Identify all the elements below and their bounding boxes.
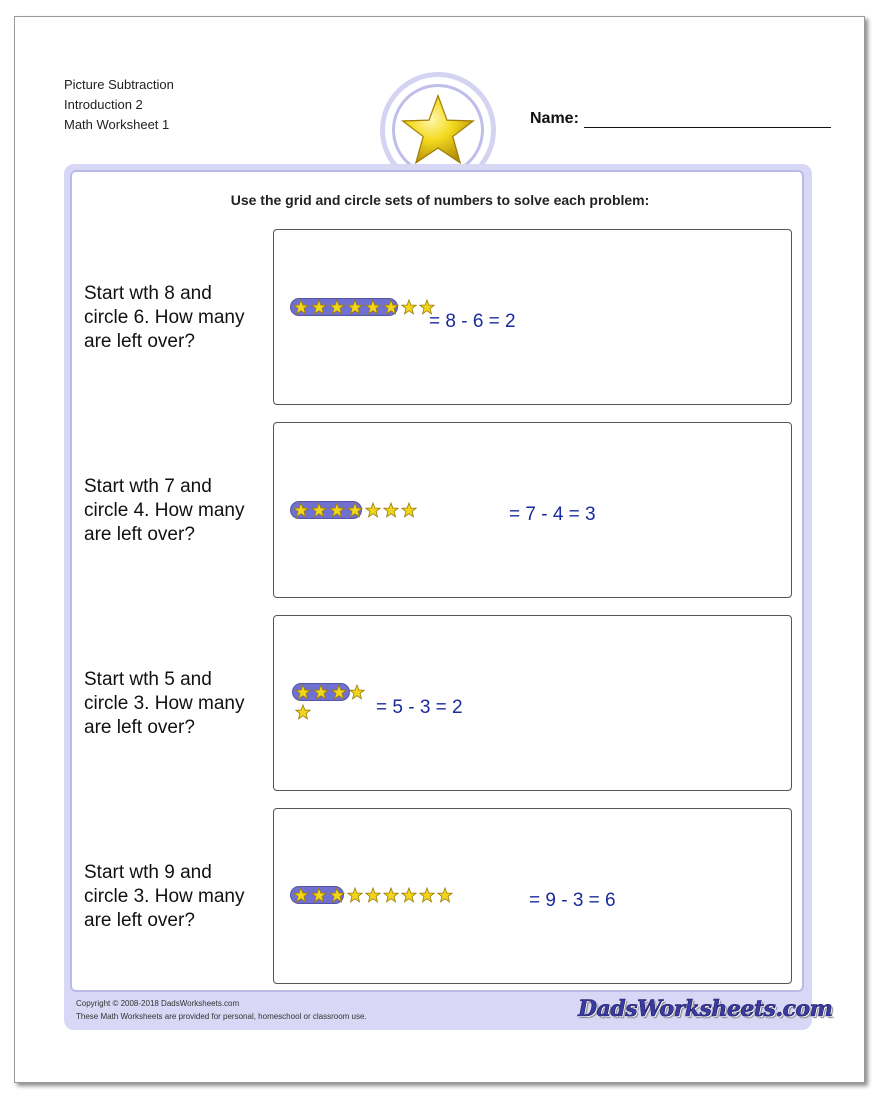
answer-text: = 8 - 6 = 2: [429, 311, 516, 332]
instructions: Use the grid and circle sets of numbers to solve each problem:: [230, 192, 650, 208]
worksheet-title-line-2: Introduction 2: [64, 97, 143, 112]
answer-text: = 5 - 3 = 2: [376, 697, 463, 718]
worksheet-title-line-1: Picture Subtraction: [64, 77, 174, 92]
star-icon: [401, 887, 417, 908]
circled-star-icon: [311, 299, 327, 320]
circled-star-icon: [313, 684, 329, 705]
star-icon: [401, 299, 417, 320]
worksheet-title-line-3: Math Worksheet 1: [64, 117, 170, 132]
circled-star-icon: [365, 299, 381, 320]
question-text: are left over?: [84, 524, 195, 545]
circled-star-icon: [347, 502, 363, 523]
star-icon: [347, 887, 363, 908]
circled-star-icon: [293, 887, 309, 908]
circled-star-icon: [293, 502, 309, 523]
question-text: circle 4. How many: [84, 500, 245, 521]
question-text: are left over?: [84, 910, 195, 931]
name-field[interactable]: [584, 127, 831, 128]
circled-star-icon: [311, 502, 327, 523]
question-text: Start wth 7 and: [84, 476, 212, 497]
question-text: Start wth 8 and: [84, 283, 212, 304]
circled-star-icon: [347, 299, 363, 320]
copyright-text: Copyright © 2008-2018 DadsWorksheets.com: [76, 999, 240, 1008]
circled-star-icon: [383, 299, 399, 320]
question-text: circle 3. How many: [84, 886, 245, 907]
circled-star-icon: [293, 299, 309, 320]
star-icon: [383, 502, 399, 523]
question-text: are left over?: [84, 717, 195, 738]
question-text: circle 6. How many: [84, 307, 245, 328]
star-icon: [437, 887, 453, 908]
star-icon: [295, 704, 311, 725]
question-text: are left over?: [84, 331, 195, 352]
usage-note: These Math Worksheets are provided for personal, homeschool or classroom use.: [76, 1012, 367, 1021]
question-text: Start wth 9 and: [84, 862, 212, 883]
circled-star-icon: [311, 887, 327, 908]
circled-star-icon: [329, 299, 345, 320]
name-label: Name:: [530, 110, 579, 127]
circled-star-icon: [329, 887, 345, 908]
answer-text: = 9 - 3 = 6: [529, 890, 616, 911]
question-text: circle 3. How many: [84, 693, 245, 714]
star-icon: [349, 684, 365, 705]
circled-star-icon: [329, 502, 345, 523]
question-text: Start wth 5 and: [84, 669, 212, 690]
circled-star-icon: [331, 684, 347, 705]
star-icon: [383, 887, 399, 908]
dadsworksheets-logo: DadsWorksheets.com: [578, 996, 833, 1022]
star-icon: [365, 887, 381, 908]
circled-star-icon: [295, 684, 311, 705]
star-icon: [419, 887, 435, 908]
answer-text: = 7 - 4 = 3: [509, 504, 596, 525]
star-icon: [401, 502, 417, 523]
star-icon: [365, 502, 381, 523]
star-icon: [397, 89, 479, 171]
